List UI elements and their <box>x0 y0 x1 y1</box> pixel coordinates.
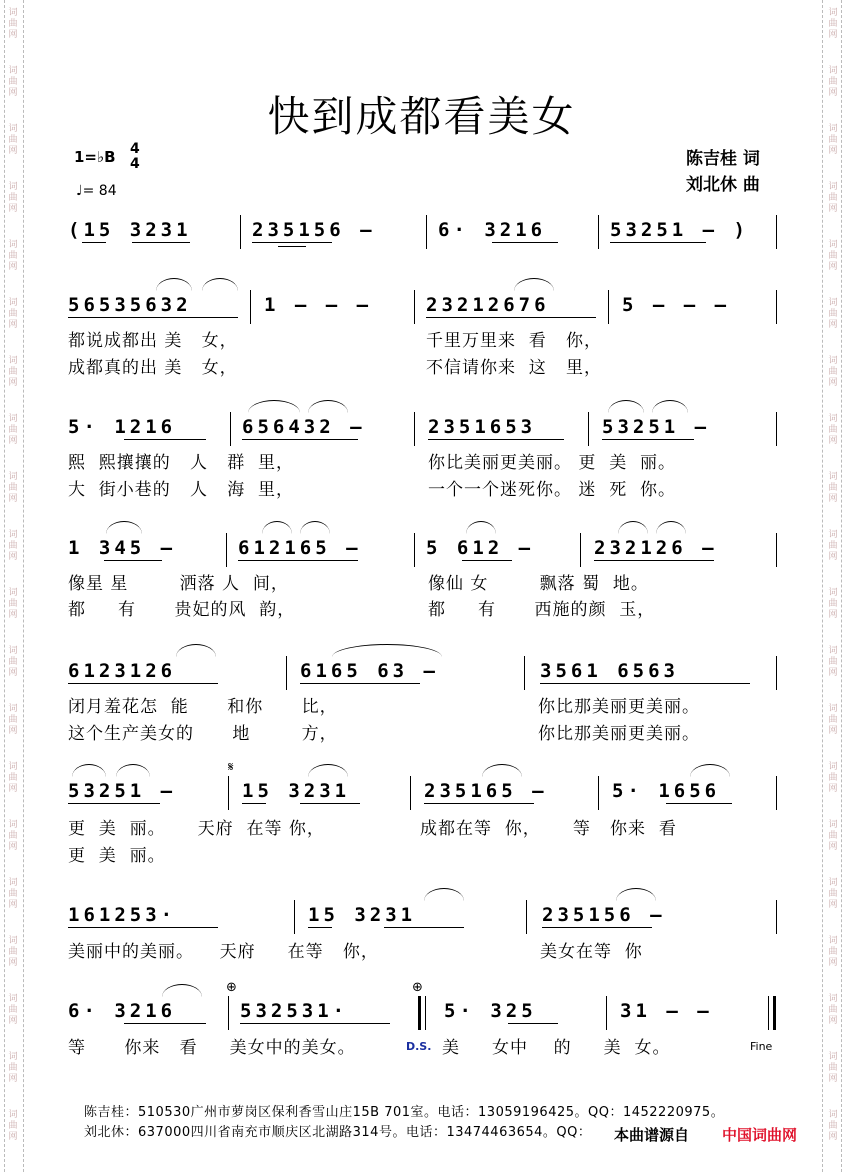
underline <box>542 927 652 928</box>
watermark-glyphs: 词 曲 网 <box>828 530 838 562</box>
watermark-glyphs: 词 曲 网 <box>8 66 18 98</box>
slur <box>618 521 648 534</box>
barline <box>426 215 427 249</box>
slur <box>308 400 348 413</box>
underline <box>82 242 106 243</box>
lyric-line: 这个生产美女的 地 方， <box>68 724 338 744</box>
measure: 5· 325 <box>444 1000 537 1022</box>
lyric-line: 熙 熙攘攘的 人 群 里， <box>68 453 295 473</box>
measure: 31 – – <box>620 1000 713 1022</box>
underline <box>104 560 162 561</box>
underline <box>124 1023 206 1024</box>
measure: 1 – – – <box>264 294 373 316</box>
slur <box>332 644 442 657</box>
watermark-glyphs: 词 曲 网 <box>828 588 838 620</box>
watermark-glyphs: 词 曲 网 <box>828 936 838 968</box>
measure: 5· 1656 <box>612 780 721 802</box>
repeat-barline <box>418 996 426 1030</box>
measure: 232126 – <box>594 537 718 559</box>
measure: 5 – – – <box>622 294 731 316</box>
notation-row-2 <box>68 290 780 324</box>
barline <box>230 412 231 446</box>
watermark-glyphs: 词 曲 网 <box>828 820 838 852</box>
barline <box>776 900 777 934</box>
measure: 15 3231 <box>242 780 351 802</box>
underline <box>300 683 420 684</box>
watermark-glyphs: 词 曲 网 <box>8 646 18 678</box>
watermark-glyphs: 词 曲 网 <box>8 994 18 1026</box>
lyric-line: 成都在等 你， 等 你来 看 <box>420 819 677 839</box>
measure: 6· 3216 <box>68 1000 177 1022</box>
measure: 6165 63 – <box>300 660 439 682</box>
barline <box>524 656 525 690</box>
underline <box>594 560 714 561</box>
watermark-glyphs: 词 曲 网 <box>8 1110 18 1142</box>
watermark-glyphs: 词 曲 网 <box>8 704 18 736</box>
lyric-line: 等 你来 看 美女中的美女。 <box>68 1038 356 1058</box>
watermark-glyphs: 词 曲 网 <box>828 298 838 330</box>
barline <box>598 215 599 249</box>
watermark-glyphs: 词 曲 网 <box>8 240 18 272</box>
barline <box>588 412 589 446</box>
lyric-line: 闭月羞花怎 能 和你 比， <box>68 697 338 717</box>
watermark-glyphs: 词 曲 网 <box>828 356 838 388</box>
watermark-glyphs: 词 曲 网 <box>8 530 18 562</box>
slur <box>466 521 496 534</box>
watermark-glyphs: 词 曲 网 <box>8 878 18 910</box>
slur <box>156 278 192 291</box>
time-signature <box>130 142 140 172</box>
barline <box>228 776 229 810</box>
final-barline <box>768 996 776 1030</box>
slur <box>616 888 656 901</box>
slur <box>482 764 522 777</box>
barline <box>228 996 229 1030</box>
measure: 53251 – <box>68 780 177 802</box>
measure: 235156 – <box>542 904 666 926</box>
slur <box>308 764 348 777</box>
barline <box>286 656 287 690</box>
measure: 5· 1216 <box>68 416 177 438</box>
lyric-line: 更 美 丽。 <box>68 846 166 866</box>
slur <box>424 888 464 901</box>
watermark-glyphs: 词 曲 网 <box>828 472 838 504</box>
lyric-line: 美 女中 的 美 女。 <box>442 1038 671 1058</box>
watermark-glyphs: 词 曲 网 <box>8 762 18 794</box>
barline <box>250 290 251 324</box>
time-top: 4 <box>130 141 140 157</box>
watermark-glyphs: 词 曲 网 <box>828 414 838 446</box>
barline <box>608 290 609 324</box>
measure: 235165 – <box>424 780 548 802</box>
notation-row-1 <box>68 215 780 249</box>
slur <box>202 278 238 291</box>
watermark-glyphs: 词 曲 网 <box>828 646 838 678</box>
underline <box>540 683 750 684</box>
measure: 6· 3216 <box>438 219 547 241</box>
measure: 53251 – <box>602 416 711 438</box>
lyric-line: 像仙 女 飘落 蜀 地。 <box>428 574 649 594</box>
lyric-line: 千里万里来 看 你， <box>426 331 603 351</box>
lyric-line: 都说成都出 美 女， <box>68 331 238 351</box>
slur <box>72 764 106 777</box>
watermark-glyphs: 词 曲 网 <box>828 124 838 156</box>
composer-credit: 刘北休 曲 <box>686 175 760 195</box>
measure: 161253· <box>68 904 177 926</box>
measure: 2351653 <box>428 416 537 438</box>
composer-contact: 刘北休：637000四川省南充市顺庆区北湖路314号。电话：13474463654。QQ： <box>84 1125 592 1140</box>
watermark-glyphs: 词 曲 网 <box>8 182 18 214</box>
underline <box>242 803 266 804</box>
underline <box>242 439 358 440</box>
watermark-glyphs: 词 曲 网 <box>828 994 838 1026</box>
key-label: 1=♭B <box>74 148 116 166</box>
lyric-line: 一个一个迷死你。 迷 死 你。 <box>428 480 677 500</box>
underline <box>240 1023 390 1024</box>
watermark-glyphs: 词 曲 网 <box>8 8 18 40</box>
slur <box>162 984 202 997</box>
source-label: 本曲谱源自 <box>614 1126 690 1144</box>
barline <box>580 533 581 567</box>
watermark-glyphs: 词 曲 网 <box>8 414 18 446</box>
watermark-glyphs: 词 曲 网 <box>8 124 18 156</box>
underline <box>308 927 332 928</box>
underline <box>252 242 332 243</box>
barline <box>414 412 415 446</box>
time-bottom: 4 <box>130 156 140 172</box>
lyric-line: 更 美 丽。 天府 在等 你， <box>68 819 325 839</box>
watermark-glyphs: 词 曲 网 <box>8 472 18 504</box>
underline <box>68 317 238 318</box>
lyric-line: 美女在等 你 <box>540 942 643 962</box>
watermark-glyphs: 词 曲 网 <box>8 356 18 388</box>
lyric-line: 你比那美丽更美丽。 <box>538 724 700 744</box>
underline <box>428 439 564 440</box>
measure: 15 3231 <box>308 904 417 926</box>
watermark-glyphs: 词 曲 网 <box>828 66 838 98</box>
lyric-line: 不信请你来 这 里， <box>426 358 603 378</box>
notation-row-7 <box>68 900 780 934</box>
barline <box>294 900 295 934</box>
measure: 53251 – ) <box>610 219 749 241</box>
lyric-line: 成都真的出 美 女， <box>68 358 238 378</box>
slur <box>656 521 686 534</box>
notation-row-3 <box>68 412 780 446</box>
dal-segno-mark: D.S. <box>406 1040 432 1053</box>
barline <box>226 533 227 567</box>
underline <box>384 927 464 928</box>
measure: 56535632 <box>68 294 192 316</box>
watermark-glyphs: 词 曲 网 <box>828 878 838 910</box>
watermark-glyphs: 词 曲 网 <box>8 588 18 620</box>
song-title: 快到成都看美女 <box>267 92 576 141</box>
barline <box>776 533 777 567</box>
measure: (15 3231 <box>68 219 192 241</box>
watermark-glyphs: 词 曲 网 <box>8 820 18 852</box>
measure: 6123126 <box>68 660 177 682</box>
underline <box>424 803 534 804</box>
lyric-line: 都 有 贵妃的风 韵， <box>68 600 296 620</box>
coda-sign: ⊕ <box>226 980 237 995</box>
barline <box>414 290 415 324</box>
slur <box>690 764 730 777</box>
barline <box>776 656 777 690</box>
underline <box>602 439 694 440</box>
underline <box>426 317 596 318</box>
lyric-line: 美丽中的美丽。 天府 在等 你， <box>68 942 379 962</box>
key-signature <box>74 141 140 172</box>
lyric-line: 你比美丽更美丽。 更 美 丽。 <box>428 453 677 473</box>
barline <box>240 215 241 249</box>
barline <box>410 776 411 810</box>
underline <box>278 246 306 247</box>
underline <box>300 803 360 804</box>
lyric-line: 你比那美丽更美丽。 <box>538 697 700 717</box>
measure: 1 345 – <box>68 537 177 559</box>
measure: 5 612 – <box>426 537 535 559</box>
notation-row-6 <box>68 776 780 810</box>
slur <box>262 521 292 534</box>
lyric-line: 大 街小巷的 人 海 里， <box>68 480 295 500</box>
slur <box>248 400 300 413</box>
lyricist-contact: 陈吉桂：510530广州市萝岗区保利香雪山庄15B 701室。电话：13059196425。QQ：1452220975。 <box>84 1105 725 1120</box>
lyricist-credit: 陈吉桂 词 <box>686 149 760 169</box>
underline <box>508 1023 558 1024</box>
fine-mark: Fine <box>750 1040 773 1053</box>
tempo-marking: ♩= 84 <box>76 183 117 199</box>
underline <box>68 683 218 684</box>
watermark-glyphs: 词 曲 网 <box>828 8 838 40</box>
measure: 235156 – <box>252 219 376 241</box>
underline <box>610 242 706 243</box>
watermark-glyphs: 词 曲 网 <box>8 936 18 968</box>
measure: 3561 6563 <box>540 660 679 682</box>
slur <box>176 644 216 657</box>
underline <box>68 927 218 928</box>
slur <box>608 400 644 413</box>
coda-sign: ⊕ <box>412 980 423 995</box>
watermark-glyphs: 词 曲 网 <box>828 704 838 736</box>
slur <box>652 400 688 413</box>
watermark-glyphs: 词 曲 网 <box>8 298 18 330</box>
barline <box>776 776 777 810</box>
notation-row-4 <box>68 533 780 567</box>
underline <box>68 803 160 804</box>
barline <box>526 900 527 934</box>
watermark-glyphs: 词 曲 网 <box>8 1052 18 1084</box>
measure: 532531· <box>240 1000 349 1022</box>
barline <box>414 533 415 567</box>
lyric-line: 都 有 西施的颜 玉， <box>428 600 656 620</box>
source-site-link[interactable]: 中国词曲网 <box>722 1126 798 1144</box>
slur <box>514 278 554 291</box>
barline <box>598 776 599 810</box>
slur <box>106 521 142 534</box>
underline <box>132 242 190 243</box>
slur <box>116 764 150 777</box>
watermark-glyphs: 词 曲 网 <box>828 240 838 272</box>
underline <box>666 803 732 804</box>
measure: 23212676 <box>426 294 550 316</box>
underline <box>462 560 512 561</box>
slur <box>300 521 330 534</box>
barline <box>776 215 777 249</box>
watermark-glyphs: 词 曲 网 <box>828 1110 838 1142</box>
watermark-glyphs: 词 曲 网 <box>828 182 838 214</box>
barline <box>776 412 777 446</box>
segno-sign: 𝄋 <box>228 760 234 775</box>
notation-row-8 <box>68 996 780 1030</box>
lyric-line: 像星 星 洒落 人 间， <box>68 574 289 594</box>
underline <box>124 439 206 440</box>
watermark-glyphs: 词 曲 网 <box>828 762 838 794</box>
barline <box>606 996 607 1030</box>
measure: 612165 – <box>238 537 362 559</box>
underline <box>238 560 358 561</box>
barline <box>776 290 777 324</box>
measure: 656432 – <box>242 416 366 438</box>
notation-row-5 <box>68 656 780 690</box>
watermark-glyphs: 词 曲 网 <box>828 1052 838 1084</box>
underline <box>492 242 558 243</box>
